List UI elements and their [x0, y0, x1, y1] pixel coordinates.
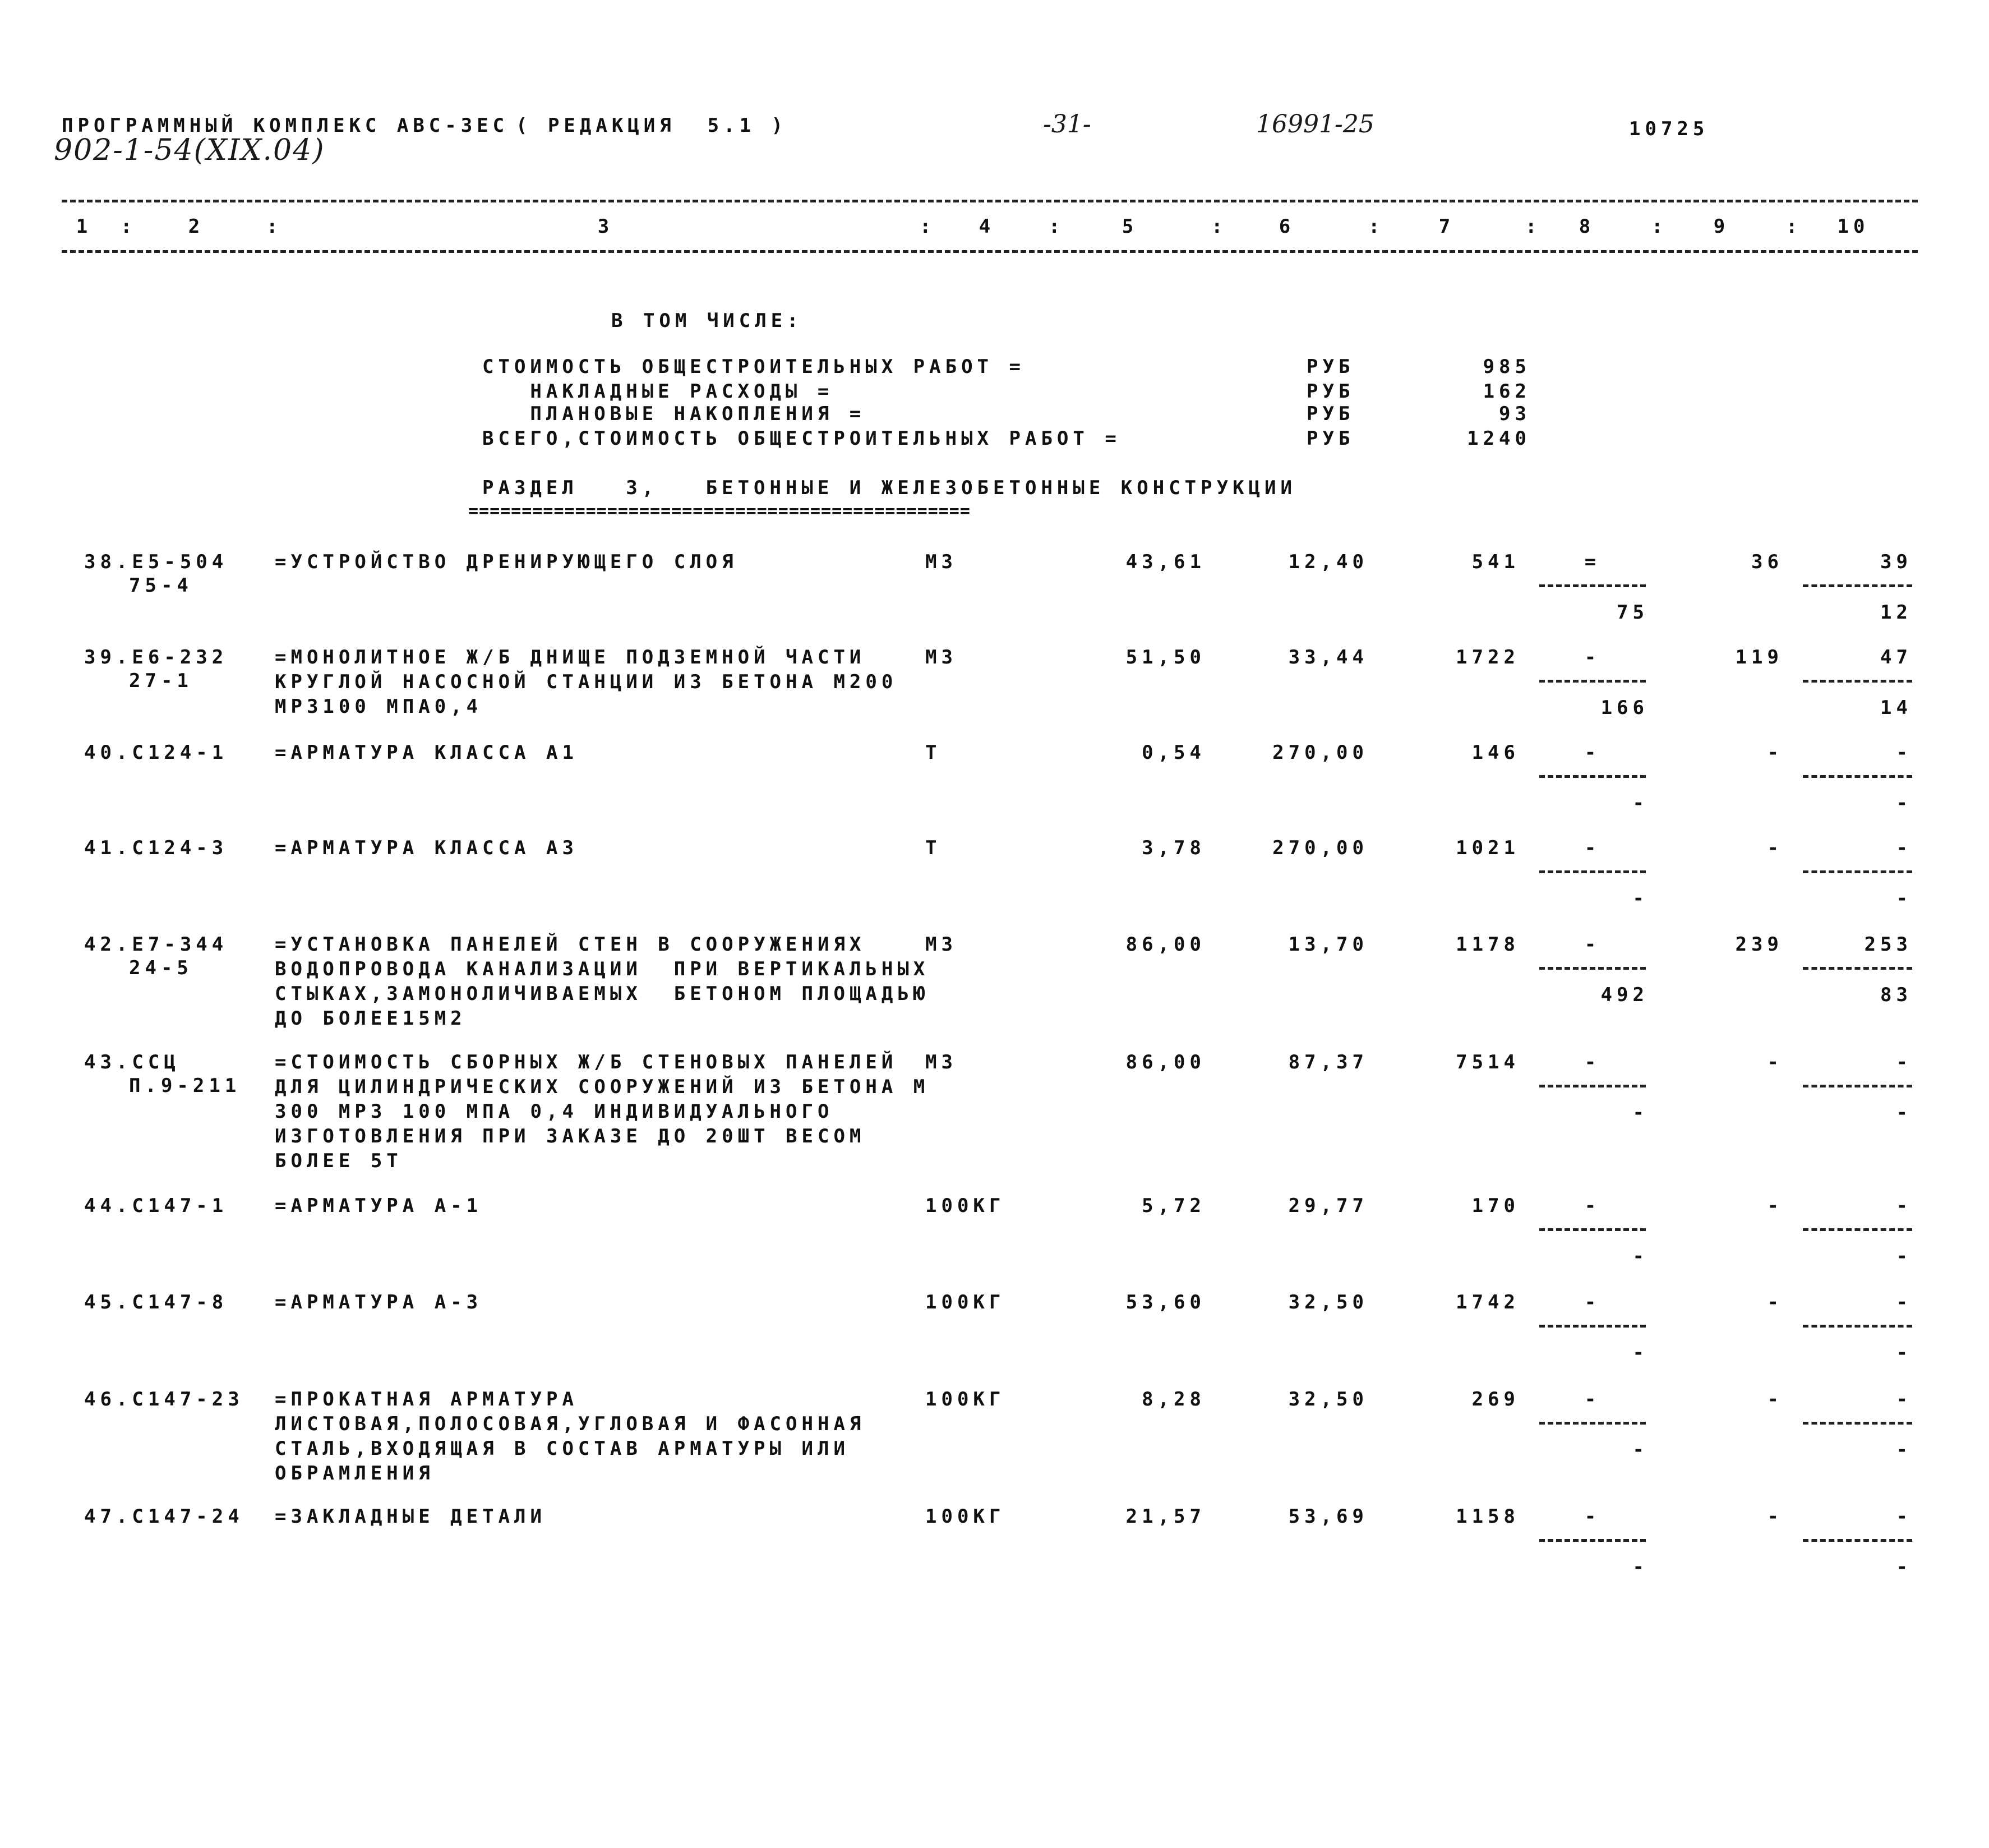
col8-fraction-rule — [1539, 1228, 1646, 1231]
item-subcode: 24-5 — [129, 957, 193, 979]
col8-top: - — [1584, 1388, 1601, 1411]
summary-value: 162 — [1483, 380, 1531, 403]
col8-bottom: - — [1632, 1556, 1649, 1578]
col8-bottom: - — [1632, 1245, 1649, 1268]
header-top-rule — [62, 200, 1918, 202]
item-total: 1021 — [1456, 837, 1520, 859]
col8-bottom: - — [1632, 1102, 1649, 1124]
col10-bottom: 14 — [1880, 697, 1912, 719]
col8-bottom: - — [1632, 792, 1649, 814]
summary-label: ПЛАНОВЫЕ НАКОПЛЕНИЯ = — [482, 403, 866, 425]
item-subcode: П.9-211 — [129, 1075, 241, 1097]
handwritten-reference: 902-1-54(XIX.04) — [54, 133, 325, 167]
col-4-header: 4 — [979, 215, 995, 238]
item-unit: 100КГ — [925, 1195, 1005, 1217]
item-code: 47.С147-24 — [84, 1505, 244, 1528]
item-quantity: 8,28 — [1142, 1388, 1206, 1411]
col8-top: - — [1584, 1291, 1601, 1314]
section-underline: =============================================== — [468, 501, 971, 521]
col-sep: : — [1368, 215, 1385, 238]
col10-top: - — [1896, 1505, 1912, 1528]
item-code: 41.С124-3 — [84, 837, 228, 859]
item-description: =АРМАТУРА А-3 — [275, 1291, 483, 1314]
summary-label: ВСЕГО,СТОИМОСТЬ ОБЩЕСТРОИТЕЛЬНЫХ РАБОТ = — [482, 427, 1121, 450]
item-quantity: 43,61 — [1125, 551, 1206, 573]
col10-fraction-rule — [1803, 1085, 1912, 1087]
item-quantity: 86,00 — [1125, 933, 1206, 956]
item-quantity: 53,60 — [1125, 1291, 1206, 1314]
col8-fraction-rule — [1539, 1539, 1646, 1542]
col10-top: - — [1896, 1195, 1912, 1217]
col10-top: 47 — [1880, 646, 1912, 669]
col-3-header: 3 — [597, 215, 614, 238]
col8-top: - — [1584, 741, 1601, 764]
summary-unit: РУБ — [1307, 380, 1355, 403]
col9-value: - — [1767, 1388, 1783, 1411]
summary-unit: РУБ — [1307, 403, 1355, 425]
col-sep: : — [1049, 215, 1065, 238]
header-bottom-rule — [62, 250, 1918, 253]
col8-top: - — [1584, 837, 1601, 859]
item-quantity: 0,54 — [1142, 741, 1206, 764]
col-2-header: 2 — [188, 215, 205, 238]
item-unit-price: 12,40 — [1288, 551, 1368, 573]
item-total: 146 — [1471, 741, 1520, 764]
document-code: 10725 — [1629, 118, 1709, 140]
col10-fraction-rule — [1803, 775, 1912, 778]
section-title: РАЗДЕЛ 3, БЕТОННЫЕ И ЖЕЛЕЗОБЕТОННЫЕ КОНСТРУКЦИИ — [482, 477, 1296, 499]
item-description: =МОНОЛИТНОЕ Ж/Б ДНИЩЕ ПОДЗЕМНОЙ ЧАСТИ КРУГЛОЙ НАСОСНОЙ СТАНЦИИ ИЗ БЕТОНА М200 МРЗ100 МПА0,4 — [275, 646, 898, 718]
col10-top: - — [1896, 741, 1912, 764]
item-unit: М3 — [925, 646, 957, 669]
col8-fraction-rule — [1539, 870, 1646, 873]
item-total: 7514 — [1456, 1051, 1520, 1073]
summary-unit: РУБ — [1307, 356, 1355, 378]
item-quantity: 21,57 — [1125, 1505, 1206, 1528]
item-quantity: 5,72 — [1142, 1195, 1206, 1217]
item-description: =УСТРОЙСТВО ДРЕНИРУЮЩЕГО СЛОЯ — [275, 551, 738, 573]
col-sep: : — [920, 215, 936, 238]
col8-top: - — [1584, 646, 1601, 669]
col8-bottom: 492 — [1600, 984, 1649, 1006]
col9-value: 119 — [1735, 646, 1783, 669]
col8-fraction-rule — [1539, 775, 1646, 778]
col10-fraction-rule — [1803, 1325, 1912, 1328]
item-unit-price: 29,77 — [1288, 1195, 1368, 1217]
col8-fraction-rule — [1539, 584, 1646, 587]
col8-top: - — [1584, 1051, 1601, 1073]
summary-unit: РУБ — [1307, 427, 1355, 450]
col8-fraction-rule — [1539, 680, 1646, 683]
page-number: -31- — [1043, 110, 1091, 139]
col9-value: - — [1767, 741, 1783, 764]
item-unit: Т — [925, 741, 942, 764]
edition-label: ( РЕДАКЦИЯ 5.1 ) — [516, 114, 787, 137]
col-7-header: 7 — [1438, 215, 1455, 238]
item-total: 1742 — [1456, 1291, 1520, 1314]
col10-bottom: - — [1896, 1556, 1912, 1578]
col10-fraction-rule — [1803, 1539, 1912, 1542]
item-total: 269 — [1471, 1388, 1520, 1411]
col-sep: : — [1786, 215, 1802, 238]
col8-fraction-rule — [1539, 1085, 1646, 1087]
col9-value: - — [1767, 1051, 1783, 1073]
col10-bottom: - — [1896, 1102, 1912, 1124]
col10-bottom: - — [1896, 1439, 1912, 1461]
col10-bottom: - — [1896, 792, 1912, 814]
item-code: 45.С147-8 — [84, 1291, 228, 1314]
item-unit: Т — [925, 837, 942, 859]
item-total: 541 — [1471, 551, 1520, 573]
col10-top: 39 — [1880, 551, 1912, 573]
col9-value: - — [1767, 1505, 1783, 1528]
item-unit-price: 53,69 — [1288, 1505, 1368, 1528]
item-code: 39.Е6-232 — [84, 646, 228, 669]
col8-bottom: - — [1632, 1342, 1649, 1364]
program-title: ПРОГРАММНЫЙ КОМПЛЕКС АВС-3ЕС — [62, 114, 509, 137]
item-description: =ПРОКАТНАЯ АРМАТУРА ЛИСТОВАЯ,ПОЛОСОВАЯ,УГЛОВАЯ И ФАСОННАЯ СТАЛЬ,ВХОДЯЩАЯ В СОСТАВ АРМАТУРЫ ИЛИ ОБРАМЛЕНИЯ — [275, 1388, 866, 1485]
col-sep: : — [266, 215, 283, 238]
item-description: =СТОИМОСТЬ СБОРНЫХ Ж/Б СТЕНОВЫХ ПАНЕЛЕЙ ДЛЯ ЦИЛИНДРИЧЕСКИХ СООРУЖЕНИЙ ИЗ БЕТОНА М 300 МРЗ 100 МПА 0,4 ИНДИВИДУАЛЬНОГО ИЗГОТОВЛЕНИЯ ПРИ ЗАКАЗЕ ДО 20ШТ ВЕСОМ БОЛЕЕ 5Т — [275, 1051, 930, 1172]
col8-bottom: 166 — [1600, 697, 1649, 719]
item-description: =УСТАНОВКА ПАНЕЛЕЙ СТЕН В СООРУЖЕНИЯХ ВОДОПРОВОДА КАНАЛИЗАЦИИ ПРИ ВЕРТИКАЛЬНЫХ СТЫКАХ,ЗАМОНОЛИЧИВАЕМЫХ БЕТОНОМ ПЛОЩАДЬЮ ДО БОЛЕЕ15М2 — [275, 933, 930, 1030]
item-unit-price: 32,50 — [1288, 1291, 1368, 1314]
item-unit: 100КГ — [925, 1388, 1005, 1411]
col10-bottom: - — [1896, 887, 1912, 910]
col10-top: - — [1896, 837, 1912, 859]
col8-fraction-rule — [1539, 1422, 1646, 1425]
col8-bottom: - — [1632, 887, 1649, 910]
col8-top: = — [1584, 551, 1601, 573]
item-total: 1178 — [1456, 933, 1520, 956]
col9-value: - — [1767, 1195, 1783, 1217]
col9-value: - — [1767, 1291, 1783, 1314]
item-total: 170 — [1471, 1195, 1520, 1217]
col10-top: - — [1896, 1051, 1912, 1073]
summary-value: 93 — [1499, 403, 1531, 425]
col10-bottom: 12 — [1880, 601, 1912, 624]
item-code: 46.С147-23 — [84, 1388, 244, 1411]
item-code: 38.Е5-504 — [84, 551, 228, 573]
item-code: 42.Е7-344 — [84, 933, 228, 956]
item-unit-price: 13,70 — [1288, 933, 1368, 956]
col8-top: - — [1584, 933, 1601, 956]
item-description: =АРМАТУРА КЛАССА А1 — [275, 741, 578, 764]
col-5-header: 5 — [1122, 215, 1138, 238]
item-unit: 100КГ — [925, 1505, 1005, 1528]
col10-fraction-rule — [1803, 1422, 1912, 1425]
col-9-header: 9 — [1713, 215, 1730, 238]
col8-top: - — [1584, 1505, 1601, 1528]
item-subcode: 27-1 — [129, 670, 193, 692]
item-unit-price: 32,50 — [1288, 1388, 1368, 1411]
col8-fraction-rule — [1539, 967, 1646, 970]
item-unit-price: 87,37 — [1288, 1051, 1368, 1073]
item-unit: М3 — [925, 1051, 957, 1073]
col-sep: : — [1525, 215, 1542, 238]
col-sep: : — [1651, 215, 1668, 238]
item-unit-price: 270,00 — [1272, 741, 1368, 764]
col10-fraction-rule — [1803, 1228, 1912, 1231]
col9-value: 36 — [1751, 551, 1783, 573]
col10-top: - — [1896, 1291, 1912, 1314]
col9-value: 239 — [1735, 933, 1783, 956]
col10-fraction-rule — [1803, 967, 1912, 970]
col10-fraction-rule — [1803, 680, 1912, 683]
col-sep: : — [1211, 215, 1227, 238]
col10-bottom: - — [1896, 1342, 1912, 1364]
item-total: 1158 — [1456, 1505, 1520, 1528]
item-quantity: 51,50 — [1125, 646, 1206, 669]
item-code: 44.С147-1 — [84, 1195, 228, 1217]
col9-value: - — [1767, 837, 1783, 859]
summary-label: НАКЛАДНЫЕ РАСХОДЫ = — [482, 380, 834, 403]
col8-bottom: 75 — [1617, 601, 1649, 624]
col8-fraction-rule — [1539, 1325, 1646, 1328]
item-description: =ЗАКЛАДНЫЕ ДЕТАЛИ — [275, 1505, 546, 1528]
item-subcode: 75-4 — [129, 574, 193, 597]
item-description: =АРМАТУРА КЛАССА А3 — [275, 837, 578, 859]
col-6-header: 6 — [1279, 215, 1295, 238]
col-1-header: 1 — [76, 215, 93, 238]
col10-bottom: - — [1896, 1245, 1912, 1268]
col10-bottom: 83 — [1880, 984, 1912, 1006]
col-sep: : — [121, 215, 137, 238]
col-10-header: 10 — [1837, 215, 1870, 238]
col10-fraction-rule — [1803, 584, 1912, 587]
summary-label: СТОИМОСТЬ ОБЩЕСТРОИТЕЛЬНЫХ РАБОТ = — [482, 356, 1025, 378]
item-unit-price: 270,00 — [1272, 837, 1368, 859]
item-unit: М3 — [925, 551, 957, 573]
item-code: 40.С124-1 — [84, 741, 228, 764]
item-quantity: 86,00 — [1125, 1051, 1206, 1073]
col10-top: - — [1896, 1388, 1912, 1411]
item-unit-price: 33,44 — [1288, 646, 1368, 669]
item-quantity: 3,78 — [1142, 837, 1206, 859]
col-8-header: 8 — [1579, 215, 1595, 238]
summary-value: 1240 — [1467, 427, 1531, 450]
item-description: =АРМАТУРА А-1 — [275, 1195, 483, 1217]
item-unit: 100КГ — [925, 1291, 1005, 1314]
summary-heading: В ТОМ ЧИСЛЕ: — [611, 310, 803, 332]
col8-bottom: - — [1632, 1439, 1649, 1461]
col10-fraction-rule — [1803, 870, 1912, 873]
summary-value: 985 — [1483, 356, 1531, 378]
document-number: 16991-25 — [1256, 110, 1374, 139]
item-unit: М3 — [925, 933, 957, 956]
col8-top: - — [1584, 1195, 1601, 1217]
item-total: 1722 — [1456, 646, 1520, 669]
item-code: 43.ССЦ — [84, 1051, 180, 1073]
col10-top: 253 — [1864, 933, 1912, 956]
